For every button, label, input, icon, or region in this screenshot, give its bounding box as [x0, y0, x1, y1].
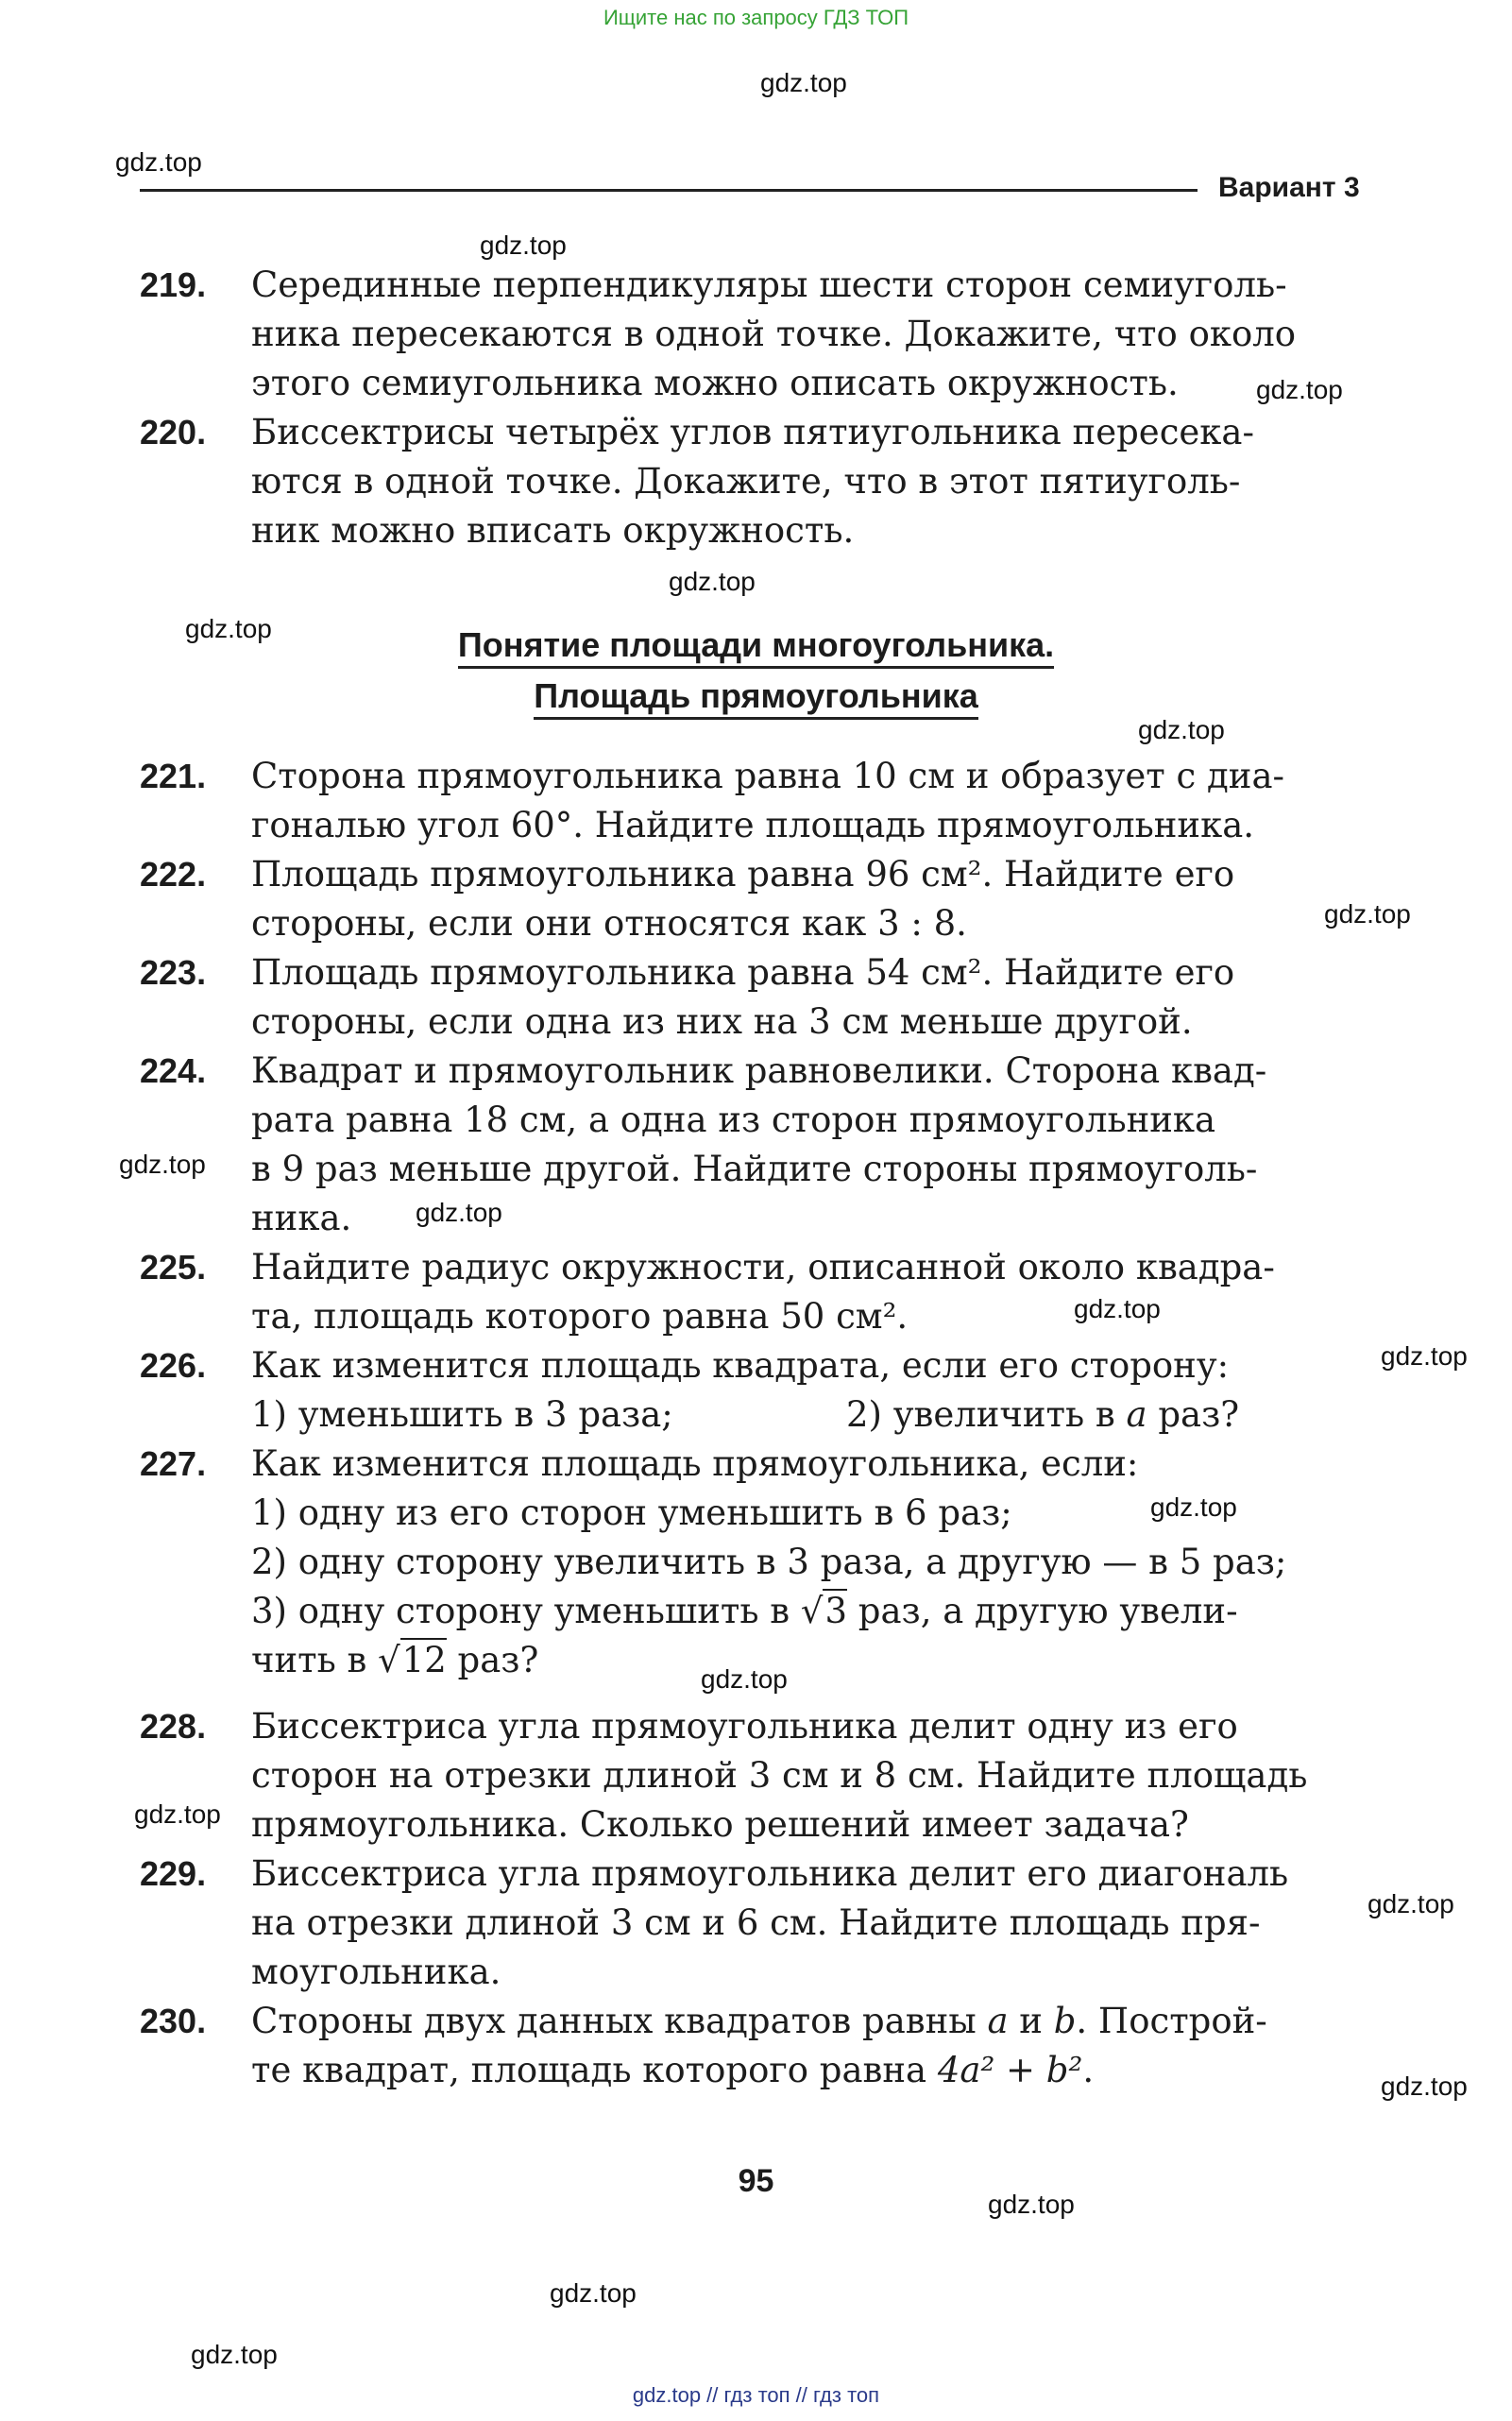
problem-text [251, 1440, 1377, 1685]
watermark: gdz.top [1381, 1341, 1468, 1371]
text-line [251, 2046, 1377, 2095]
watermark: gdz.top [669, 567, 756, 596]
sqrt-sign: √ [378, 1640, 400, 1680]
problem-225 [140, 1243, 1377, 1341]
watermark: gdz.top [134, 1799, 221, 1829]
problem-number: 228. [140, 1707, 207, 1746]
text-line [251, 1587, 1377, 1636]
problem-224 [140, 1047, 1377, 1243]
variant-label: Вариант 3 [1218, 172, 1360, 203]
text-line: Квадрат и прямоугольник равновелики. Сторона квад- [251, 1050, 1267, 1091]
text-line: Биссектрисы четырёх углов пятиугольника пересека- [251, 412, 1254, 452]
section-title-line2 [0, 676, 1512, 716]
problem-number: 230. [140, 2002, 207, 2040]
section-title-text: Площадь прямоугольника [534, 676, 978, 720]
text-part: Стороны двух данных квадратов равны [251, 2001, 988, 2041]
text-line: ются в одной точке. Докажите, что в этот пятиуголь- [251, 461, 1241, 502]
problem-number: 219. [140, 265, 207, 304]
problem-228 [140, 1702, 1377, 1850]
watermark: gdz.top [1150, 1492, 1237, 1522]
text-part: чить в [251, 1640, 379, 1680]
problem-230 [140, 1997, 1377, 2095]
problem-229 [140, 1850, 1377, 1997]
problem-219 [140, 261, 1377, 408]
problem-text [251, 1702, 1377, 1850]
text-line: в 9 раз меньше другой. Найдите стороны прямоуголь- [251, 1149, 1258, 1189]
option-2-end: раз? [1147, 1394, 1240, 1435]
watermark: gdz.top [1138, 715, 1225, 744]
problem-text [251, 752, 1377, 850]
watermark: gdz.top [1381, 2071, 1468, 2101]
text-line: рата равна 18 см, а одна из сторон прямоугольника [251, 1100, 1216, 1140]
top-banner[interactable]: Ищите нас по запросу ГДЗ ТОП [603, 6, 909, 29]
problem-221 [140, 752, 1377, 850]
text-line: Сторона прямоугольника равна 10 см и образует с диа- [251, 756, 1285, 796]
watermark: gdz.top [119, 1150, 206, 1179]
problem-number: 227. [140, 1444, 207, 1483]
text-part: те квадрат, площадь которого равна [251, 2050, 938, 2090]
option-2: 2) увеличить в [846, 1394, 1127, 1435]
problem-text [251, 1047, 1377, 1243]
text-part: раз, а другую увели- [847, 1591, 1238, 1631]
watermark: gdz.top [115, 147, 202, 177]
watermark: gdz.top [1074, 1294, 1161, 1323]
text-line: Биссектриса угла прямоугольника делит его диагональ [251, 1853, 1289, 1894]
problem-222 [140, 850, 1377, 948]
text-line: Площадь прямоугольника равна 54 см². Найдите его [251, 952, 1235, 993]
problem-text [251, 408, 1377, 555]
problem-number: 220. [140, 413, 207, 452]
text-part: . [1082, 2050, 1095, 2090]
problem-226 [140, 1341, 1377, 1440]
problem-text [251, 1243, 1377, 1341]
watermark: gdz.top [185, 614, 272, 643]
text-line [251, 1997, 1377, 2046]
watermark: gdz.top [550, 2278, 637, 2308]
text-line: 2) одну сторону увеличить в 3 раза, а другую — в 5 раз; [251, 1542, 1287, 1582]
variable-a: a [987, 2001, 1009, 2041]
problem-text [251, 1850, 1377, 1997]
text-line: Как изменится площадь прямоугольника, если: [251, 1443, 1139, 1484]
problem-220 [140, 408, 1377, 555]
watermark: gdz.top [191, 2340, 278, 2369]
text-line: сторон на отрезки длиной 3 см и 8 см. Найдите площадь [251, 1755, 1308, 1796]
problem-number: 221. [140, 757, 207, 795]
text-line: этого семиугольника можно описать окружность. [251, 363, 1179, 403]
problem-text [251, 261, 1377, 408]
page-number: 95 [738, 2163, 774, 2199]
text-part: 3) одну сторону уменьшить в [251, 1591, 801, 1631]
text-line: ник можно вписать окружность. [251, 510, 855, 551]
option-1: 1) уменьшить в 3 раза; [251, 1394, 673, 1435]
options-line [251, 1390, 1377, 1440]
problem-227 [140, 1440, 1377, 1685]
problem-text [251, 948, 1377, 1047]
text-line: Площадь прямоугольника равна 96 см². Найдите его [251, 854, 1235, 895]
watermark: gdz.top [1256, 375, 1343, 404]
problem-223 [140, 948, 1377, 1047]
text-line: 1) одну из его сторон уменьшить в 6 раз; [251, 1492, 1012, 1533]
section-title-text: Понятие площади многоугольника. [458, 625, 1054, 669]
footer-links[interactable]: gdz.top // гдз топ // гдз топ [632, 2383, 880, 2407]
text-line: Серединные перпендикуляры шести сторон семиуголь- [251, 264, 1287, 305]
radicand: 12 [401, 1640, 447, 1680]
problem-number: 223. [140, 953, 207, 992]
text-part: и [1008, 2001, 1054, 2041]
watermark: gdz.top [480, 230, 567, 260]
problem-number: 225. [140, 1248, 207, 1287]
watermark: gdz.top [988, 2190, 1075, 2219]
header-rule [140, 189, 1198, 192]
watermark: gdz.top [760, 68, 847, 97]
text-line: ника пересекаются в одной точке. Докажите, что около [251, 314, 1297, 354]
text-part: раз? [446, 1640, 539, 1680]
text-line: Найдите радиус окружности, описанной около квадра- [251, 1247, 1275, 1287]
text-line: моугольника. [251, 1952, 501, 1992]
text-line: стороны, если одна из них на 3 см меньше другой. [251, 1001, 1193, 1042]
text-line: та, площадь которого равна 50 см². [251, 1296, 909, 1337]
text-line: стороны, если они относятся как 3 : 8. [251, 903, 967, 944]
text-line: ника. [251, 1198, 352, 1238]
section-title-line1 [0, 625, 1512, 665]
problem-number: 222. [140, 855, 207, 894]
text-line [251, 1636, 1377, 1685]
text-line: на отрезки длиной 3 см и 6 см. Найдите площадь пря- [251, 1902, 1261, 1943]
sqrt-sign: √ [800, 1591, 824, 1631]
problem-text [251, 850, 1377, 948]
problem-text [251, 1341, 1377, 1440]
text-line: Как изменится площадь квадрата, если его сторону: [251, 1345, 1230, 1386]
radicand: 3 [824, 1591, 848, 1631]
variable-b: b [1053, 2001, 1077, 2041]
text-line: гональю угол 60°. Найдите площадь прямоугольника. [251, 805, 1255, 845]
watermark: gdz.top [1368, 1889, 1454, 1918]
variable-a: a [1126, 1394, 1147, 1435]
text-part: . Построй- [1076, 2001, 1267, 2041]
problem-number: 226. [140, 1346, 207, 1385]
watermark: gdz.top [416, 1198, 502, 1227]
problem-text [251, 1997, 1377, 2095]
text-line: прямоугольника. Сколько решений имеет задача? [251, 1804, 1189, 1845]
watermark: gdz.top [1324, 899, 1411, 929]
formula: 4a² + b² [937, 2050, 1083, 2090]
text-line: Биссектриса угла прямоугольника делит одну из его [251, 1706, 1238, 1747]
problem-number: 229. [140, 1854, 207, 1893]
watermark: gdz.top [701, 1664, 788, 1694]
problem-number: 224. [140, 1051, 207, 1090]
